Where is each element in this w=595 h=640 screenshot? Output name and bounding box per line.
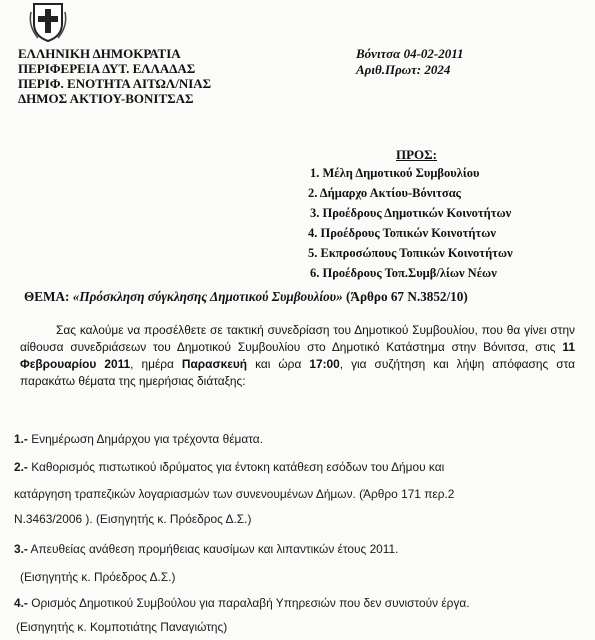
invitation-paragraph: [20, 322, 575, 390]
agenda-item: [14, 460, 444, 474]
recipient-item: 5. Εκπροσώπους Τοπικών Κοινοτήτων: [308, 246, 513, 260]
agenda-item: [14, 432, 263, 446]
recipient-item: 3. Προέδρους Δημοτικών Κοινοτήτων: [310, 206, 512, 220]
recipient-item: 4. Προέδρους Τοπικών Κοινοτήτων: [308, 226, 496, 240]
agenda-item-text: Απευθείας ανάθεση προμήθειας καυσίμων και λιπαντικών έτους 2011.: [27, 542, 399, 556]
place-date: Βόνιτσα 04-02-2011: [356, 46, 464, 61]
intro-text: και ώρα: [247, 357, 310, 371]
intro-text: , ημέρα: [130, 357, 182, 371]
issuer-line: ΠΕΡΙΦ. ΕΝΟΤΗΤΑ ΑΙΤΩΛ/ΝΙΑΣ: [18, 76, 212, 91]
issuer-line: ΔΗΜΟΣ ΑΚΤΙΟΥ-ΒΟΝΙΤΣΑΣ: [18, 91, 194, 106]
agenda-item-text: Ορισμός Δημοτικού Συμβούλου για παραλαβή Υπηρεσιών που δεν συνιστούν έργα.: [27, 596, 470, 610]
date-protocol-block: [356, 46, 464, 78]
recipients-list: [290, 164, 513, 284]
agenda-item: [14, 542, 398, 556]
meeting-time: 17:00: [309, 357, 340, 371]
meeting-day: Παρασκευή: [181, 357, 248, 371]
meeting-date: 11 Φεβρουαρίου 2011: [20, 340, 575, 371]
recipient-item: 6. Προέδρους Τοπ.Συμβ/λίων Νέων: [310, 266, 497, 280]
recipient-item: 2. Δήμαρχο Ακτίου-Βόνιτσας: [308, 186, 461, 200]
agenda-item-continuation: κατάργηση τραπεζικών λογαριασμών των συνενουμένων Δήμων. (Άρθρο 171 περ.2: [14, 487, 455, 501]
agenda-item-rapporteur: (Εισηγητής κ. Κομποτιάτης Παναγιώτης): [16, 620, 228, 634]
agenda-item-number: 1.-: [14, 432, 28, 446]
subject-label: ΘΕΜΑ:: [24, 289, 70, 304]
agenda-item-text: Ενημέρωση Δημάρχου για τρέχοντα θέματα.: [27, 432, 263, 446]
greek-state-emblem-icon: [28, 2, 68, 42]
issuer-block: [18, 46, 211, 106]
intro-text: Σας καλούμε να προσέλθετε σε τακτική συνεδρίαση του Δημοτικού Συμβουλίου, που θα γίνει στην αίθουσα συνεδριάσεων του Δημοτικού Συμβουλίου στο Δημοτικό Κατάστημα στην Βόνιτσα, στις: [20, 323, 575, 354]
intro-text: , για συζήτηση και λήψη απόφασης στα παρακάτω θέματα της ημερήσιας διάταξης:: [20, 357, 575, 388]
issuer-line: ΠΕΡΙΦΕΡΕΙΑ ΔΥΤ. ΕΛΛΑΔΑΣ: [18, 61, 196, 76]
subject-reference: (Άρθρο 67 Ν.3852/10): [346, 289, 468, 304]
protocol-number: Αριθ.Πρωτ: 2024: [356, 62, 451, 77]
issuer-line: ΕΛΛΗΝΙΚΗ ΔΗΜΟΚΡΑΤΙΑ: [18, 46, 181, 61]
agenda-item-number: 2.-: [14, 460, 28, 474]
agenda-item-number: 4.-: [14, 596, 28, 610]
agenda-item: [14, 596, 470, 610]
agenda-item-number: 3.-: [14, 542, 28, 556]
recipient-item: 1. Μέλη Δημοτικού Συμβουλίου: [310, 166, 480, 180]
subject-text: «Πρόσκληση σύγκλησης Δημοτικού Συμβουλίου»: [72, 289, 343, 304]
agenda-item-rapporteur: (Εισηγητής κ. Πρόεδρος Δ.Σ.): [20, 570, 176, 584]
agenda-item-continuation: Ν.3463/2006 ). (Εισηγητής κ. Πρόεδρος Δ.Σ.): [14, 512, 252, 526]
subject-line: [24, 289, 468, 305]
agenda-item-text: Καθορισμός πιστωτικού ιδρύματος για έντοκη κατάθεση εσόδων του Δήμου και: [27, 460, 445, 474]
recipients-title: ΠΡΟΣ:: [396, 147, 437, 162]
